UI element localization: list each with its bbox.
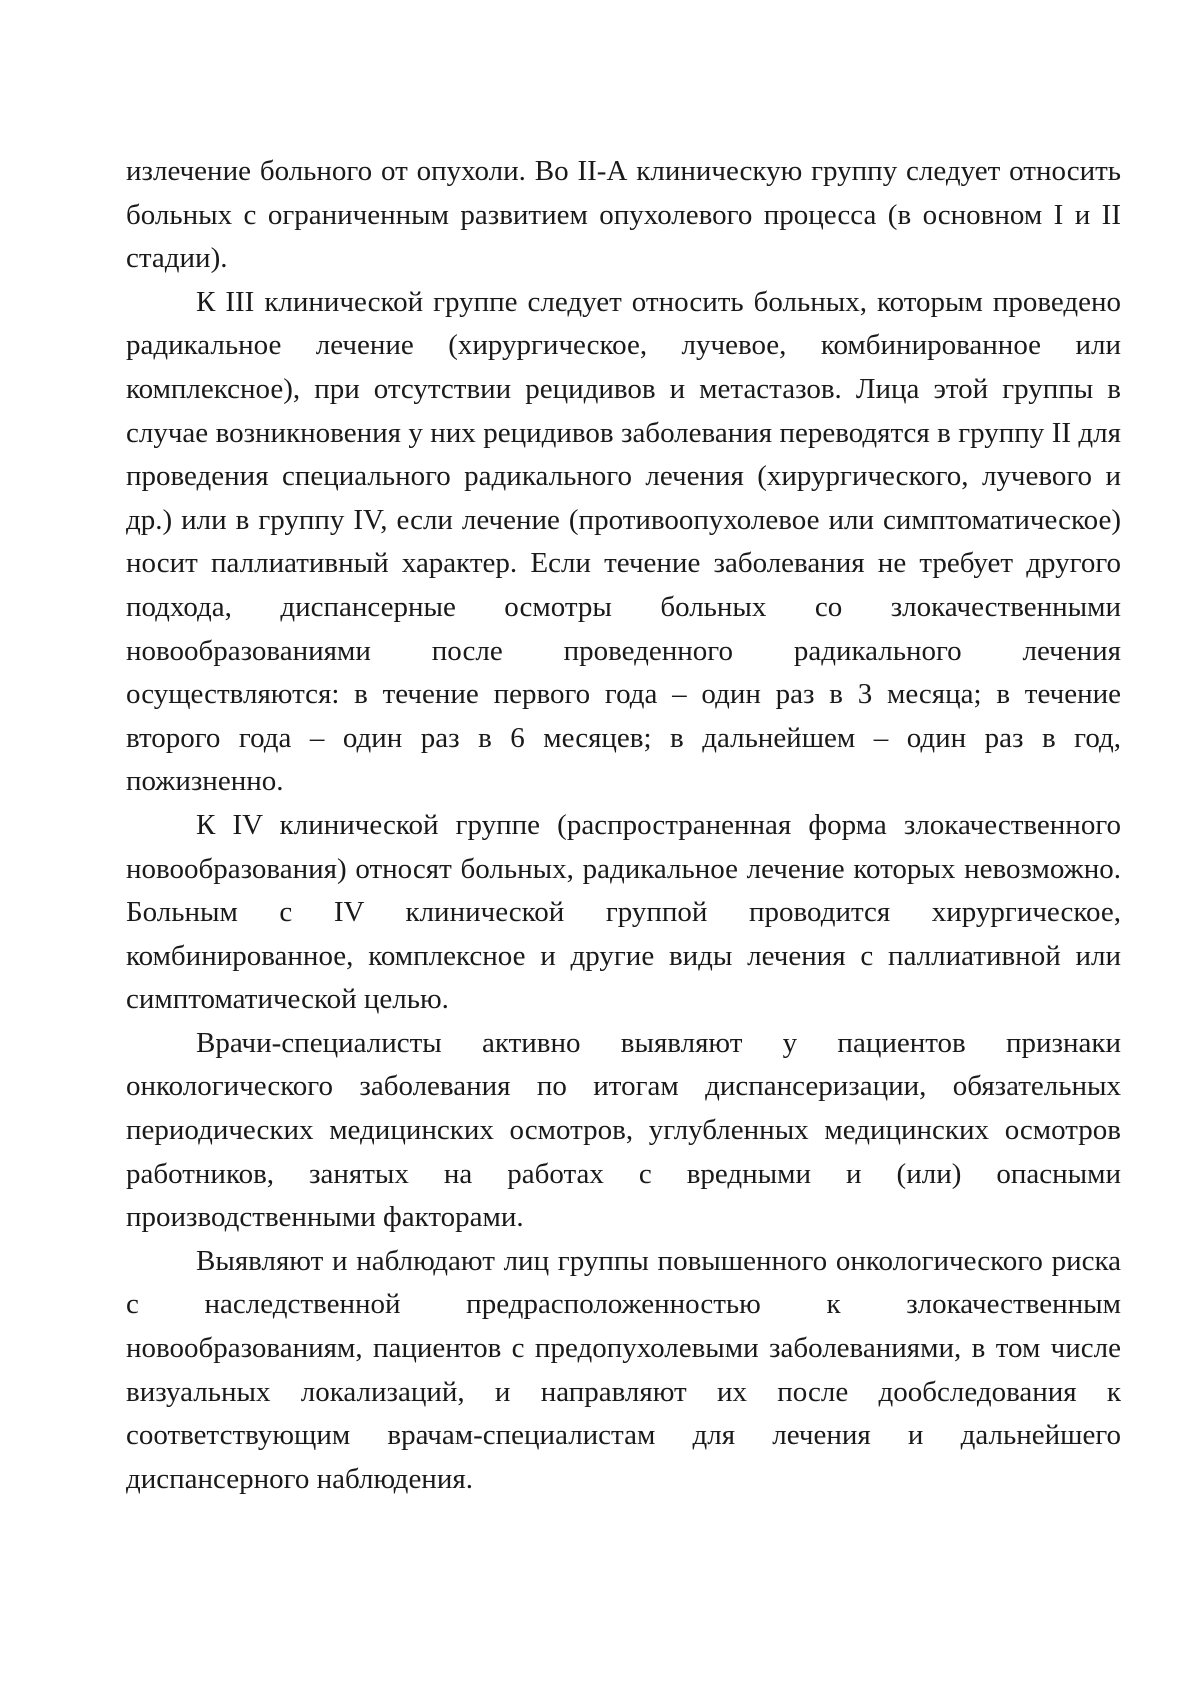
paragraph-specialists: Врачи-специалисты активно выявляют у пациентов признаки онкологического заболевания по итогам диспансеризации, обязательных периодических медицинских осмотров, углубленных медицинских осмотров работников, занятых на работах с вредными и (или) опасными производственными факторами. [126,1026,1121,1234]
paragraph-group-iv: К IV клинической группе (распространенная форма злокачественного новообразования) относят больных, радикальное лечение которых невозможно. Больным с IV клинической группой проводится хирургическое, комбинированное, комплексное и другие виды лечения с паллиативной или симптоматической целью. [126,808,1121,1016]
paragraph-group-iii: К III клинической группе следует относить больных, которым проведено радикальное лечение (хирургическое, лучевое, комбинированное или комплексное), при отсутствии рецидивов и метастазов. Лица этой группы в случае возникновения у них рецидивов заболевания переводятся в группу II для проведения специального радикального лечения (хирургического, лучевого и др.) или в группу IV, если лечение (противоопухолевое или симптоматическое) носит паллиативный характер. Если течение заболевания не требует другого подхода, диспансерные осмотры больных со злокачественными новообразованиями после проведенного радикального лечения осуществляются: в течение первого года – один раз в 3 месяца; в течение второго года – один раз в 6 месяцев; в дальнейшем – один раз в год, пожизненно. [126,285,1121,798]
paragraph-risk-group: Выявляют и наблюдают лиц группы повышенного онкологического риска с наследственной предрасположенностью к злокачественным новообразованиям, пациентов с предопухолевыми заболеваниями, в том числе визуальных локализаций, и направляют их после дообследования к соответствующим врачам-специалистам для лечения и дальнейшего диспансерного наблюдения. [126,1244,1121,1495]
document-body [126,150,1121,1501]
paragraph-continuation: излечение больного от опухоли. Во II-А клиническую группу следует относить больных с ограниченным развитием опухолевого процесса (в основном I и II стадии). [126,155,1121,275]
